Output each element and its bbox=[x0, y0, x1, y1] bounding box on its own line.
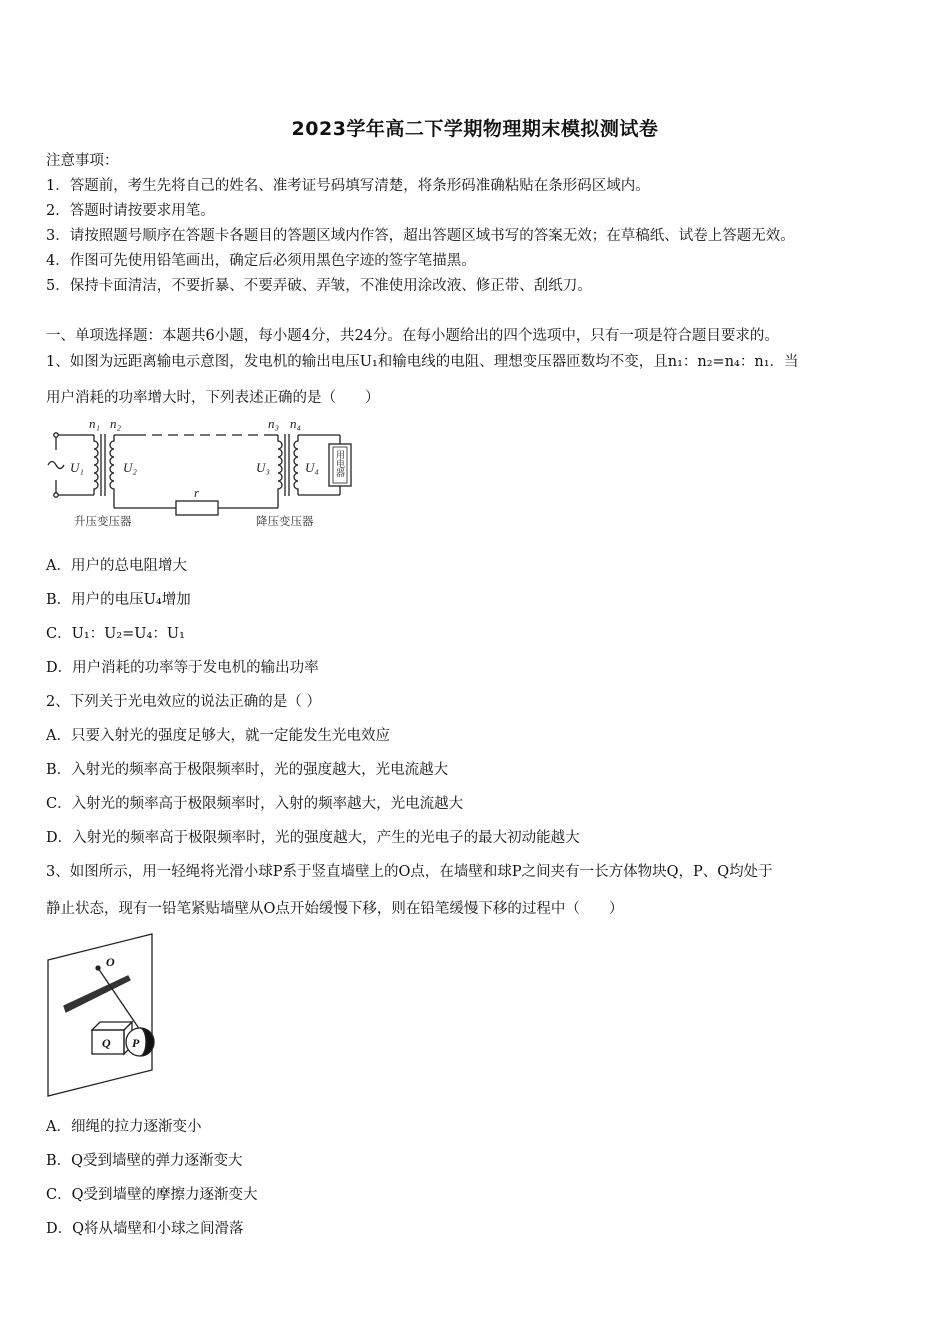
notice-item: 4．作图可先使用铅笔画出，确定后必须用黑色字迹的签字笔描黑。 bbox=[46, 253, 476, 269]
n4-label: n₄ bbox=[290, 416, 302, 431]
load-label: 用电器 bbox=[335, 450, 345, 477]
notice-item: 3．请按照题号顺序在答题卡各题目的答题区域内作答，超出答题区域书写的答案无效；在草稿纸、试卷上答题无效。 bbox=[46, 228, 795, 244]
notice-item: 5．保持卡面清洁，不要折暴、不要弄破、弄皱，不准使用涂改液、修正带、刮纸刀。 bbox=[46, 278, 592, 294]
option-a: A．用户的总电阻增大 bbox=[46, 558, 187, 574]
question-stem: 3、如图所示，用一轻绳将光滑小球P系于竖直墙壁上的O点，在墙壁和球P之间夹有一长方体物块Q，P、Q均处于 bbox=[46, 864, 773, 880]
block-q-label: Q bbox=[102, 1036, 111, 1050]
wall-ball-block-diagram bbox=[44, 930, 160, 1098]
ball-p-label: P bbox=[132, 1036, 140, 1050]
option-d: D．Q将从墙壁和小球之间滑落 bbox=[46, 1221, 244, 1237]
step-up-label: 升压变压器 bbox=[74, 516, 132, 528]
option-c: C．U₁：U₂=U₄：U₁ bbox=[46, 626, 185, 642]
n1-label: n₁ bbox=[89, 416, 101, 431]
option-a: A．只要入射光的强度足够大，就一定能发生光电效应 bbox=[46, 728, 390, 744]
question-stem: 静止状态，现有一铅笔紧贴墙壁从O点开始缓慢下移，则在铅笔缓慢下移的过程中（ ） bbox=[46, 901, 624, 917]
option-b: B．Q受到墙壁的弹力逐渐变大 bbox=[46, 1153, 243, 1169]
option-d: D．入射光的频率高于极限频率时，光的强度越大，产生的光电子的最大初动能越大 bbox=[46, 830, 580, 846]
question-stem: 用户消耗的功率增大时，下列表述正确的是（ ） bbox=[46, 390, 380, 406]
option-c: C．入射光的频率高于极限频率时，入射的频率越大，光电流越大 bbox=[46, 796, 464, 812]
option-b: B．入射光的频率高于极限频率时，光的强度越大，光电流越大 bbox=[46, 762, 449, 778]
transmission-circuit-diagram bbox=[44, 412, 364, 532]
option-b: B．用户的电压U₄增加 bbox=[46, 592, 191, 608]
n3-label: n₃ bbox=[268, 416, 280, 431]
point-o-label: O bbox=[106, 955, 115, 969]
notice-heading: 注意事项： bbox=[46, 153, 119, 169]
question-stem: 2、下列关于光电效应的说法正确的是（ ） bbox=[46, 694, 321, 710]
step-down-label: 降压变压器 bbox=[256, 516, 314, 528]
option-c: C．Q受到墙壁的摩擦力逐渐变大 bbox=[46, 1187, 258, 1203]
option-a: A．细绳的拉力逐渐变小 bbox=[46, 1119, 202, 1135]
page-title: 2023学年高二下学期物理期末模拟测试卷 bbox=[291, 118, 659, 140]
n2-label: n₂ bbox=[110, 416, 122, 431]
u1-label: U₁ bbox=[70, 460, 84, 475]
notice-item: 1．答题前，考生先将自己的姓名、准考证号码填写清楚，将条形码准确粘贴在条形码区域内。 bbox=[46, 178, 650, 194]
notice-item: 2．答题时请按要求用笔。 bbox=[46, 203, 215, 219]
u3-label: U₃ bbox=[256, 460, 270, 475]
u4-label: U₄ bbox=[305, 460, 319, 475]
resistor-label: r bbox=[194, 485, 200, 500]
question-stem: 1、如图为远距离输电示意图，发电机的输出电压U₁和输电线的电阻、理想变压器匝数均不变，且n₁：n₂=n₄：n₁．当 bbox=[46, 354, 799, 370]
option-d: D．用户消耗的功率等于发电机的输出功率 bbox=[46, 660, 319, 676]
u2-label: U₂ bbox=[123, 460, 137, 475]
section-heading: 一、单项选择题：本题共6小题，每小题4分，共24分。在每小题给出的四个选项中，只有一项是符合题目要求的。 bbox=[46, 328, 779, 344]
